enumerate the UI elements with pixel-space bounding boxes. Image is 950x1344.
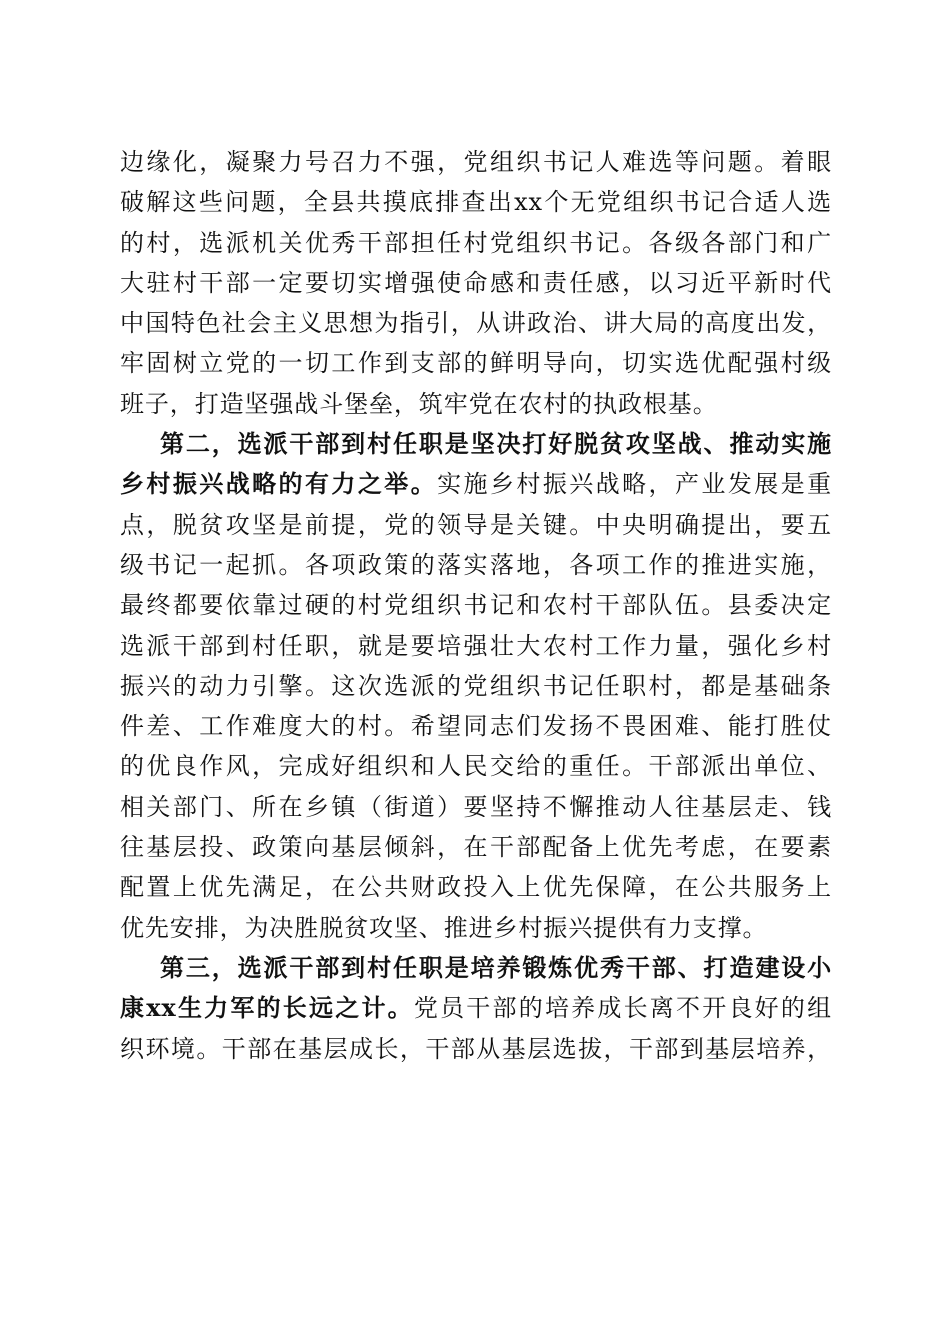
paragraph-3-heading-end: 康xx生力军的长远之计。 — [120, 993, 414, 1023]
text-line: 大驻村干部一定要切实增强使命感和责任感，以习近平新时代 — [120, 268, 832, 297]
text-line: 牢固树立党的一切工作到支部的鲜明导向，切实选优配强村级 — [120, 349, 832, 378]
text-span: 实施乡村振兴战略，产业发展是重 — [437, 470, 832, 499]
text-line: 配置上优先满足，在公共财政投入上优先保障，在公共服务上 — [120, 873, 832, 902]
text-line: 点，脱贫攻坚是前提，党的领导是关键。中央明确提出，要五 — [120, 510, 832, 539]
text-line — [120, 464, 832, 504]
text-span: 党员干部的培养成长离不开良好的组 — [413, 994, 832, 1023]
text-line: 织环境。干部在基层成长，干部从基层选拔，干部到基层培养， — [120, 1034, 832, 1063]
text-line: 选派干部到村任职，就是要培强壮大农村工作力量，强化乡村 — [120, 631, 832, 660]
text-line: 的村，选派机关优秀干部担任村党组织书记。各级各部门和广 — [120, 228, 832, 257]
document-body — [120, 142, 832, 1069]
text-line: 优先安排，为决胜脱贫攻坚、推进乡村振兴提供有力支撑。 — [120, 913, 768, 942]
text-line: 的优良作风，完成好组织和人民交给的重任。干部派出单位、 — [120, 752, 832, 781]
paragraph-2-heading-end: 乡村振兴战略的有力之举。 — [120, 469, 438, 499]
paragraph-3 — [120, 948, 832, 1069]
text-line: 最终都要依靠过硬的村党组织书记和农村干部队伍。县委决定 — [120, 591, 832, 620]
paragraph-1 — [120, 142, 832, 424]
text-line: 振兴的动力引擎。这次选派的党组织书记任职村，都是基础条 — [120, 671, 832, 700]
text-line: 中国特色社会主义思想为指引，从讲政治、讲大局的高度出发， — [120, 309, 832, 338]
text-line: 往基层投、政策向基层倾斜，在干部配备上优先考虑，在要素 — [120, 833, 832, 862]
text-line: 边缘化，凝聚力号召力不强，党组织书记人难选等问题。着眼 — [120, 148, 832, 176]
text-line: 级书记一起抓。各项政策的落实落地，各项工作的推进实施， — [120, 550, 832, 579]
paragraph-2-heading: 第二，选派干部到村任职是坚决打好脱贫攻坚战、推动实施 — [160, 429, 832, 459]
text-line — [120, 988, 832, 1028]
text-line: 破解这些问题，全县共摸底排查出xx个无党组织书记合适人选 — [120, 188, 832, 217]
paragraph-2 — [120, 424, 832, 948]
paragraph-3-heading: 第三，选派干部到村任职是培养锻炼优秀干部、打造建设小 — [160, 952, 832, 982]
text-line: 件差、工作难度大的村。希望同志们发扬不畏困难、能打胜仗 — [120, 712, 832, 741]
text-line: 班子，打造坚强战斗堡垒，筑牢党在农村的执政根基。 — [120, 389, 718, 418]
text-line: 相关部门、所在乡镇（街道）要坚持不懈推动人往基层走、钱 — [120, 792, 832, 821]
